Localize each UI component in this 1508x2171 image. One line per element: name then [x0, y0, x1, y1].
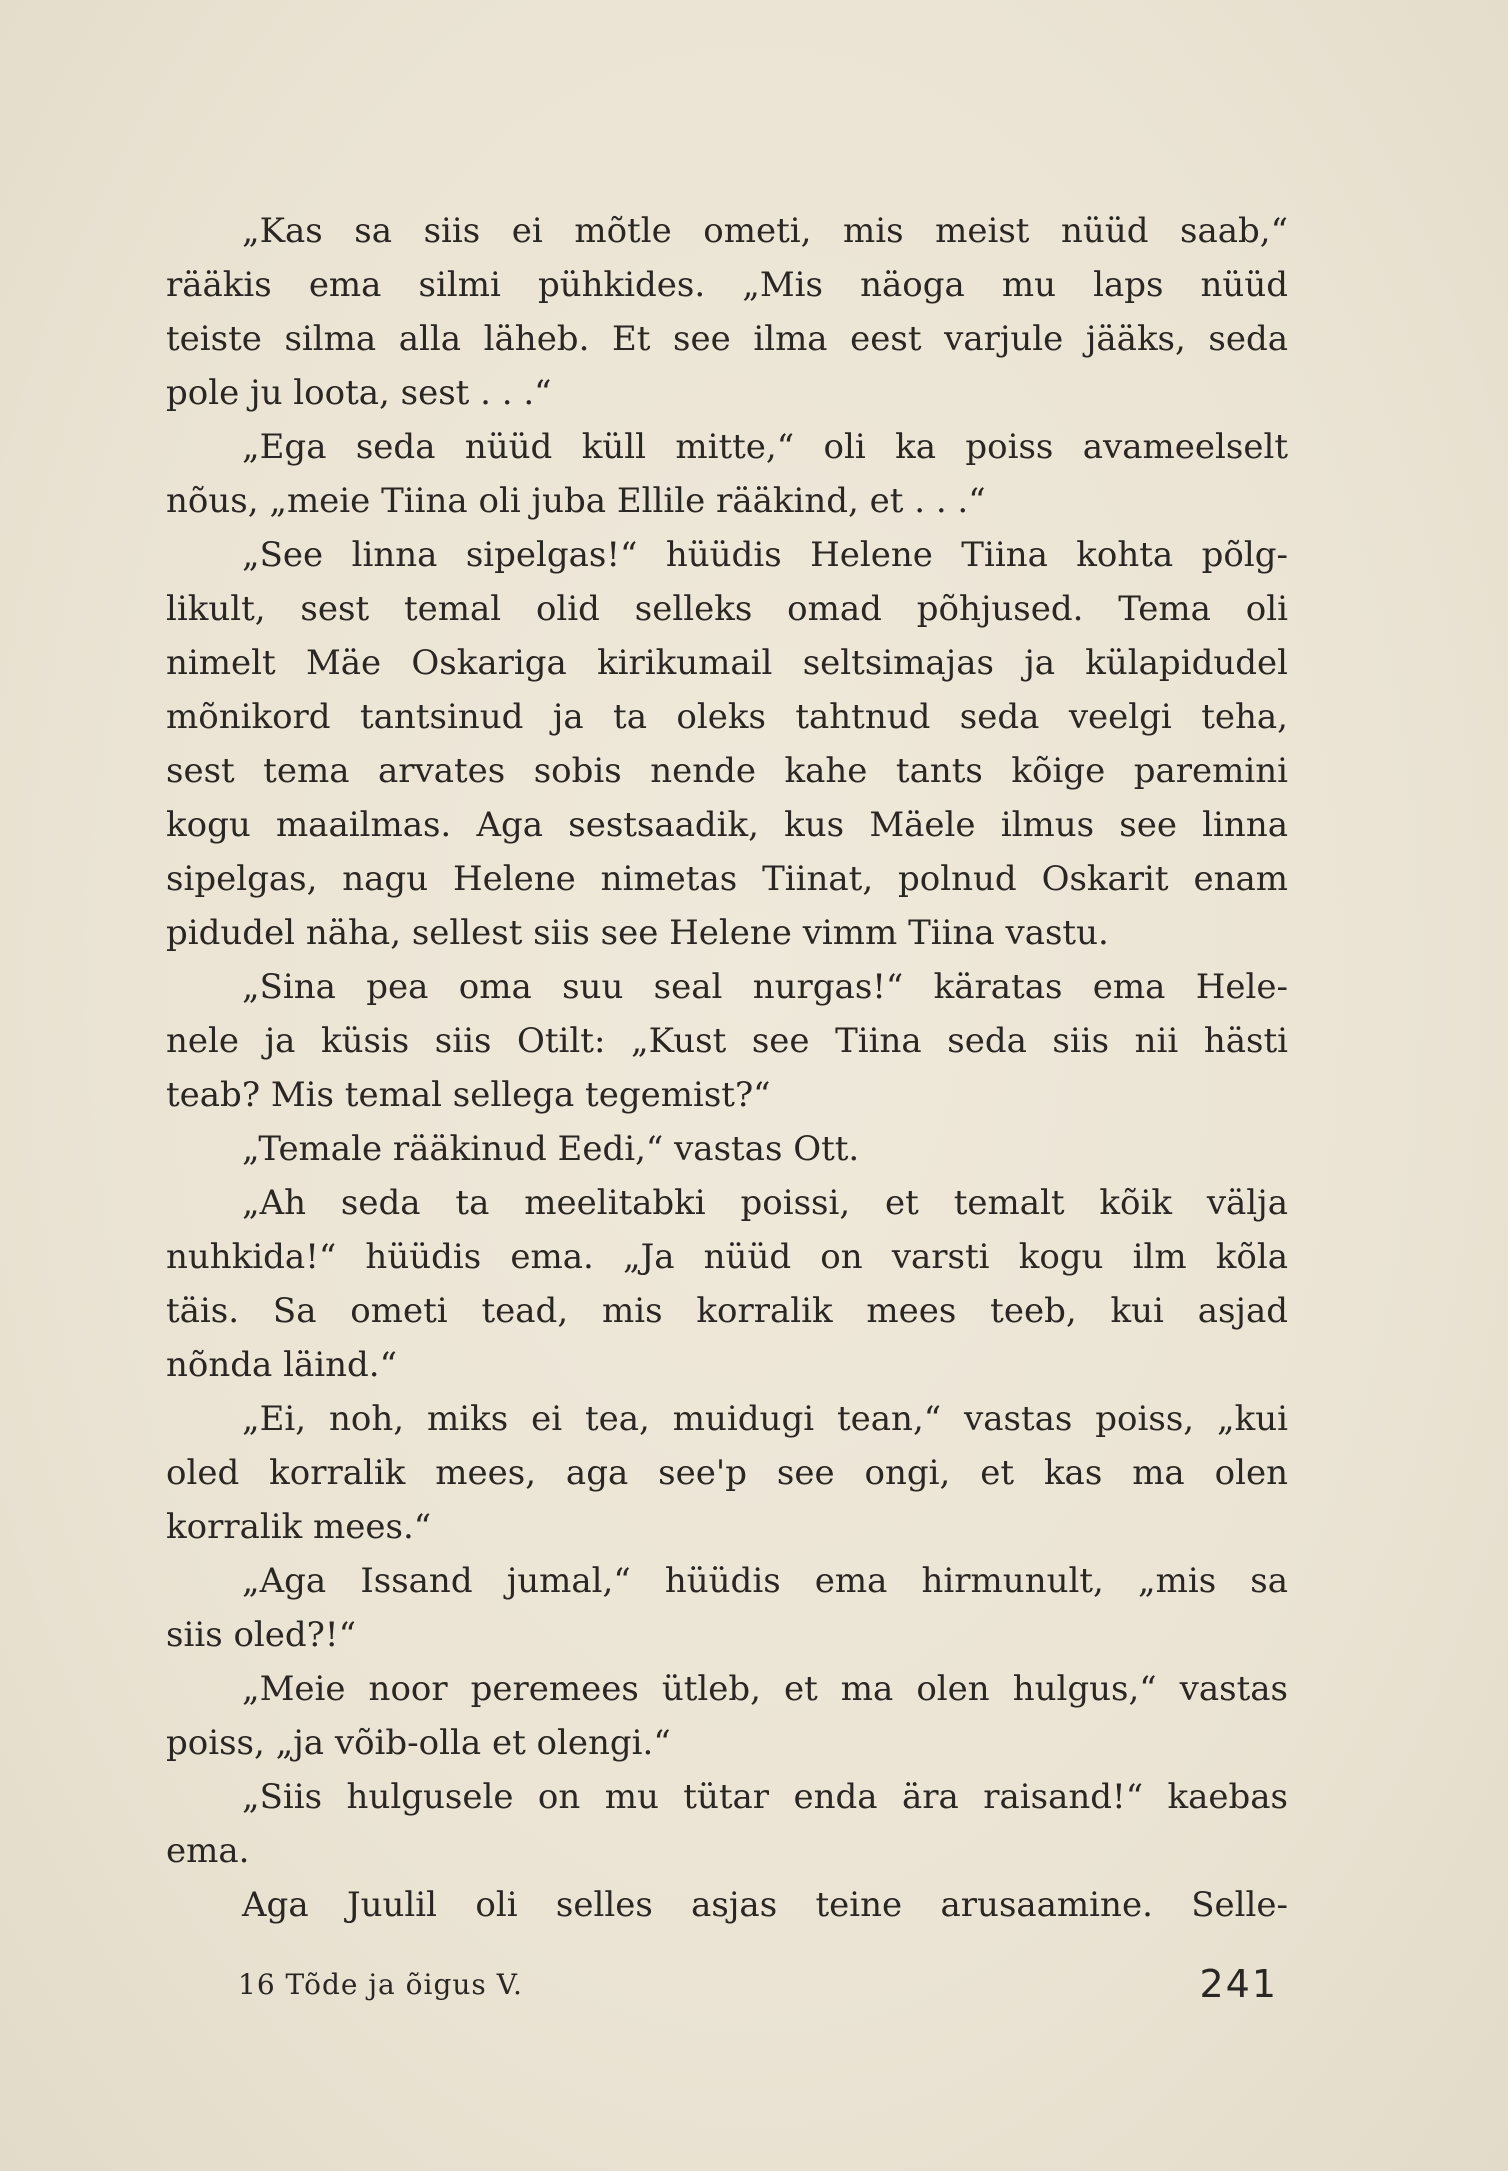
- text-line: „Ega seda nüüd küll mitte,“ oli ka poiss avameelselt: [242, 427, 1288, 467]
- text-line: „Sina pea oma suu seal nurgas!“ käratas ema Hele-: [242, 967, 1288, 1007]
- text-line: „Ah seda ta meelitabki poissi, et temalt kõik välja: [242, 1183, 1288, 1223]
- body-text: [166, 204, 1288, 1932]
- text-line: „Aga Issand jumal,“ hüüdis ema hirmunult, „mis sa: [242, 1561, 1288, 1601]
- printer-signature: 16 Tõde ja õigus V.: [238, 1968, 523, 2001]
- text-line: „See linna sipelgas!“ hüüdis Helene Tiina kohta põlg-: [242, 535, 1288, 575]
- text-line: oled korralik mees, aga see'p see ongi, et kas ma olen: [166, 1453, 1288, 1493]
- text-line: likult, sest temal olid selleks omad põhjused. Tema oli: [166, 589, 1288, 629]
- text-line: Aga Juulil oli selles asjas teine arusaamine. Selle-: [242, 1885, 1288, 1925]
- text-line: täis. Sa ometi tead, mis korralik mees teeb, kui asjad: [166, 1291, 1288, 1331]
- text-line: rääkis ema silmi pühkides. „Mis näoga mu laps nüüd: [166, 265, 1288, 305]
- text-line: nõus, „meie Tiina oli juba Ellile rääkind, et . . .“: [166, 481, 986, 521]
- text-line: pole ju loota, sest . . .“: [166, 373, 552, 413]
- text-line: sest tema arvates sobis nende kahe tants kõige paremini: [166, 751, 1288, 791]
- text-line: nele ja küsis siis Otilt: „Kust see Tiina seda siis nii hästi: [166, 1021, 1288, 1061]
- text-line: poiss, „ja võib-olla et olengi.“: [166, 1723, 671, 1763]
- text-line: teab? Mis temal sellega tegemist?“: [166, 1075, 771, 1115]
- text-line: nimelt Mäe Oskariga kirikumail seltsimajas ja külapidudel: [166, 643, 1288, 683]
- text-line: nõnda läind.“: [166, 1345, 397, 1385]
- page-number: 241: [1199, 1962, 1278, 2006]
- text-line: ema.: [166, 1831, 250, 1871]
- text-line: kogu maailmas. Aga sestsaadik, kus Mäele ilmus see linna: [166, 805, 1288, 845]
- text-line: sipelgas, nagu Helene nimetas Tiinat, polnud Oskarit enam: [166, 859, 1288, 899]
- text-line: „Temale rääkinud Eedi,“ vastas Ott.: [242, 1129, 860, 1169]
- text-line: „Kas sa siis ei mõtle ometi, mis meist nüüd saab,“: [242, 211, 1288, 251]
- text-line: korralik mees.“: [166, 1507, 432, 1547]
- text-line: „Siis hulgusele on mu tütar enda ära raisand!“ kaebas: [242, 1777, 1288, 1817]
- text-line: „Meie noor peremees ütleb, et ma olen hulgus,“ vastas: [242, 1669, 1288, 1709]
- page-footer: [238, 1962, 1288, 2012]
- text-line: nuhkida!“ hüüdis ema. „Ja nüüd on varsti kogu ilm kõla: [166, 1237, 1288, 1277]
- text-line: teiste silma alla läheb. Et see ilma eest varjule jääks, seda: [166, 319, 1288, 359]
- text-line: „Ei, noh, miks ei tea, muidugi tean,“ vastas poiss, „kui: [242, 1399, 1288, 1439]
- text-line: mõnikord tantsinud ja ta oleks tahtnud seda veelgi teha,: [166, 697, 1288, 737]
- text-line: siis oled?!“: [166, 1615, 356, 1655]
- text-line: pidudel näha, sellest siis see Helene vimm Tiina vastu.: [166, 913, 1109, 953]
